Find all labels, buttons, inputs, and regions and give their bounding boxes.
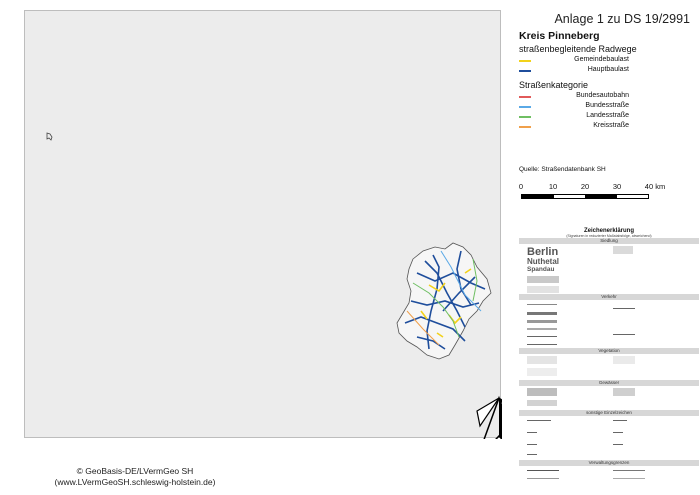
legend-label: Hauptbaulast [587, 66, 629, 73]
map-canvas[interactable] [25, 11, 502, 439]
legend-line [527, 478, 559, 479]
legend-swatch [527, 400, 557, 406]
legend-swatch [527, 286, 559, 293]
legend-swatch [527, 356, 557, 364]
zeichenerklaerung-title: Zeichenerklärung [583, 228, 634, 234]
legend-item-kreisstrasse [519, 122, 699, 132]
copyright-notice [20, 466, 250, 488]
legend-line [613, 334, 635, 335]
sample-spandau: Spandau [527, 266, 555, 273]
legend-swatch [613, 388, 635, 396]
legend-line [613, 470, 645, 471]
legend-label: Bundesautobahn [576, 92, 629, 99]
legend-swatch [527, 368, 557, 376]
kategorie-title: Straßenkategorie [519, 80, 589, 90]
scale-segment [585, 195, 617, 198]
copyright-line-2: (www.LVermGeoSH.schleswig-holstein.de) [54, 477, 216, 487]
section-gewaesser: Gewässer [519, 380, 699, 386]
legend-swatch-light-blue [519, 106, 531, 108]
section-einzelzeichen: sonstige Einzelzeichen [519, 410, 699, 416]
legend-line [613, 420, 627, 421]
legend-label: Gemeindebaulast [574, 56, 629, 63]
legend-line [527, 304, 557, 305]
legend-item-gemeindebaulast [519, 56, 699, 66]
zeichenerklaerung-box [519, 238, 699, 490]
scale-segment [522, 195, 554, 198]
data-source: Quelle: Straßendatenbank SH [519, 166, 606, 173]
legend-swatch-yellow [519, 60, 531, 62]
legend-label: Bundesstraße [585, 102, 629, 109]
scale-bar [519, 182, 679, 206]
radwege-title: straßenbegleitende Radwege [519, 44, 637, 54]
island-feature [47, 133, 52, 140]
legend-item-hauptbaulast [519, 66, 699, 76]
scale-tick: 0 [518, 182, 524, 191]
legend-swatch [613, 356, 635, 364]
legend-line [527, 432, 537, 433]
legend-item-landesstrasse [519, 112, 699, 122]
legend-line [613, 444, 623, 445]
scale-tick: 30 [612, 182, 622, 191]
scale-tick: 10 [548, 182, 558, 191]
legend-line [527, 320, 557, 323]
legend-swatch-red [519, 96, 531, 98]
legend-swatch [527, 276, 559, 283]
legend-line [527, 336, 557, 337]
legend-line [527, 454, 537, 455]
legend-swatch [613, 246, 633, 254]
legend-line [527, 312, 557, 315]
legend-item-bundesstrasse [519, 102, 699, 112]
legend-line [613, 478, 645, 479]
legend-swatch-blue [519, 70, 531, 72]
scale-tick: 20 [580, 182, 590, 191]
copyright-line-1: © GeoBasis-DE/LVermGeo SH [76, 466, 194, 476]
district-name: Kreis Pinneberg [519, 30, 600, 42]
legend-label: Landesstraße [586, 112, 629, 119]
sample-nuthetal: Nuthetal [527, 257, 559, 266]
section-verwaltungsgrenzen: Verwaltungsgrenzen [519, 460, 699, 466]
legend-line [527, 470, 559, 471]
legend-line [527, 420, 551, 421]
sample-berlin: Berlin [527, 246, 559, 258]
legend-line [527, 444, 537, 445]
legend-swatch-green [519, 116, 531, 118]
legend-item-bundesautobahn [519, 92, 699, 102]
section-vegetation: Vegetation [519, 348, 699, 354]
scale-tick: 40 km [644, 182, 666, 191]
legend-swatch-orange [519, 126, 531, 128]
zeichenerklaerung-subtitle: (Signaturen in reduzierter Maßstabsfolge, abweichend) [566, 234, 652, 238]
map-area[interactable] [24, 10, 501, 438]
legend-panel [505, 0, 700, 495]
section-siedlung: Siedlung [519, 238, 699, 244]
section-verkehr: Verkehr [519, 294, 699, 300]
document-reference: Anlage 1 zu DS 19/2991 [554, 12, 690, 26]
scale-segment [554, 195, 586, 198]
north-arrow-icon [477, 398, 502, 439]
legend-swatch [527, 388, 557, 396]
scale-segments [521, 194, 649, 199]
legend-line [613, 432, 623, 433]
legend-label: Kreisstraße [593, 122, 629, 129]
scale-segment [617, 195, 649, 198]
legend-line [613, 308, 635, 309]
legend-line [527, 328, 557, 330]
legend-line [527, 344, 557, 345]
